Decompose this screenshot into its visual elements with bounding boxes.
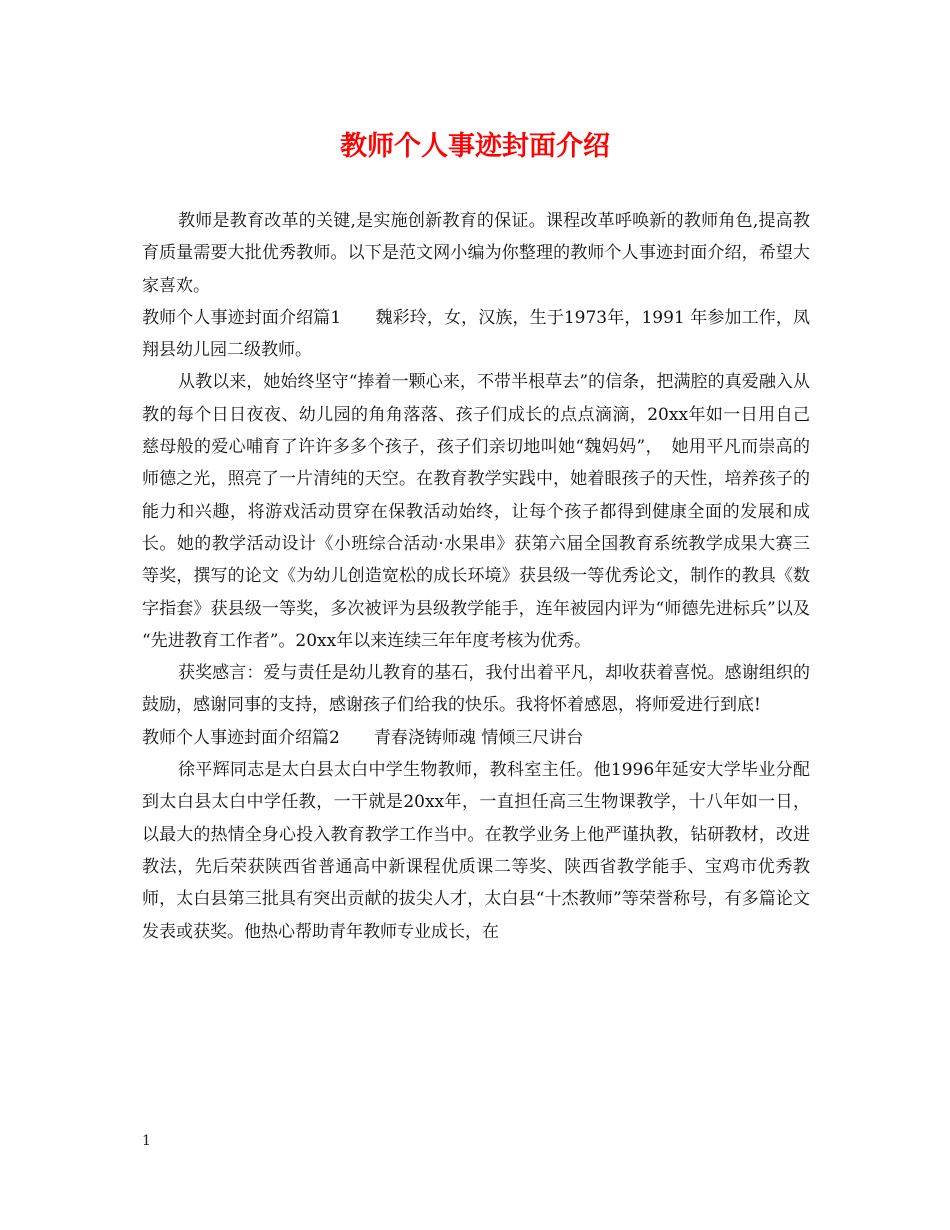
section-1-heading-paragraph: 教师个人事迹封面介绍篇1 魏彩玲，女，汉族，生于1973年，1991 年参加工作，凤翔县幼儿园二级教师。	[142, 307, 810, 361]
award-speech-paragraph: 获奖感言：爱与责任是幼儿教育的基石，我付出着平凡，却收获着喜悦。感谢组织的鼓励，感谢同事的支持，感谢孩子们给我的快乐。我将怀着感恩，将师爱进行到底!	[142, 663, 810, 716]
document-title: 教师个人事迹封面介绍	[340, 131, 610, 162]
section-2-heading-paragraph: 教师个人事迹封面介绍篇2 青春浇铸师魂 情倾三尺讲台	[142, 727, 584, 748]
page-number: 1	[142, 1133, 151, 1149]
section-1-body-paragraph: 从教以来，她始终坚守“捧着一颗心来，不带半根草去”的信条，把满腔的真爱融入从教的每个日日夜夜、幼儿园的角角落落、孩子们成长的点点滴滴，20xx年如一日用自己慈母般的爱心哺育了许许多多个孩子，孩子们亲切地叫她“魏妈妈”， 她用平凡而崇高的师德之光，照亮了一片清纯的天空。在教育教学实践中，她着眼孩子的天性，培养孩子的能力和兴趣，将游戏活动贯穿在保教活动始终，让每个孩子都得到健康全面的发展和成长。她的教学活动设计《小班综合活动·水果串》获第六届全国教育系统教学成果大赛三等奖，撰写的论文《为幼儿创造宽松的成长环境》获县级一等优秀论文，制作的教具《数字指套》获县级一等奖，多次被评为县级教学能手，连年被园内评为“师德先进标兵”以及 “先进教育工作者”。20xx年以来连续三年年度考核为优秀。	[142, 372, 810, 651]
section-2-body-paragraph: 徐平辉同志是太白县太白中学生物教师，教科室主任。他1996年延安大学毕业分配到太白县太白中学任教，一干就是20xx年，一直担任高三生物课教学，十八年如一日，以最大的热情全身心投入教育教学工作当中。在教学业务上他严谨执教，钻研教材，改进教法，先后荣获陕西省普通高中新课程优质课二等奖、陕西省教学能手、宝鸡市优秀教师，太白县第三批具有突出贡献的拔尖人才，太白县“十杰教师”等荣誉称号，有多篇论文发表或获奖。他热心帮助青年教师专业成长，在	[142, 760, 810, 942]
document-body	[142, 205, 810, 948]
intro-paragraph: 教师是教育改革的关键,是实施创新教育的保证。课程改革呼唤新的教师角色,提高教育质量需要大批优秀教师。以下是范文网小编为你整理的教师个人事迹封面介绍，希望大家喜欢。	[142, 211, 810, 296]
